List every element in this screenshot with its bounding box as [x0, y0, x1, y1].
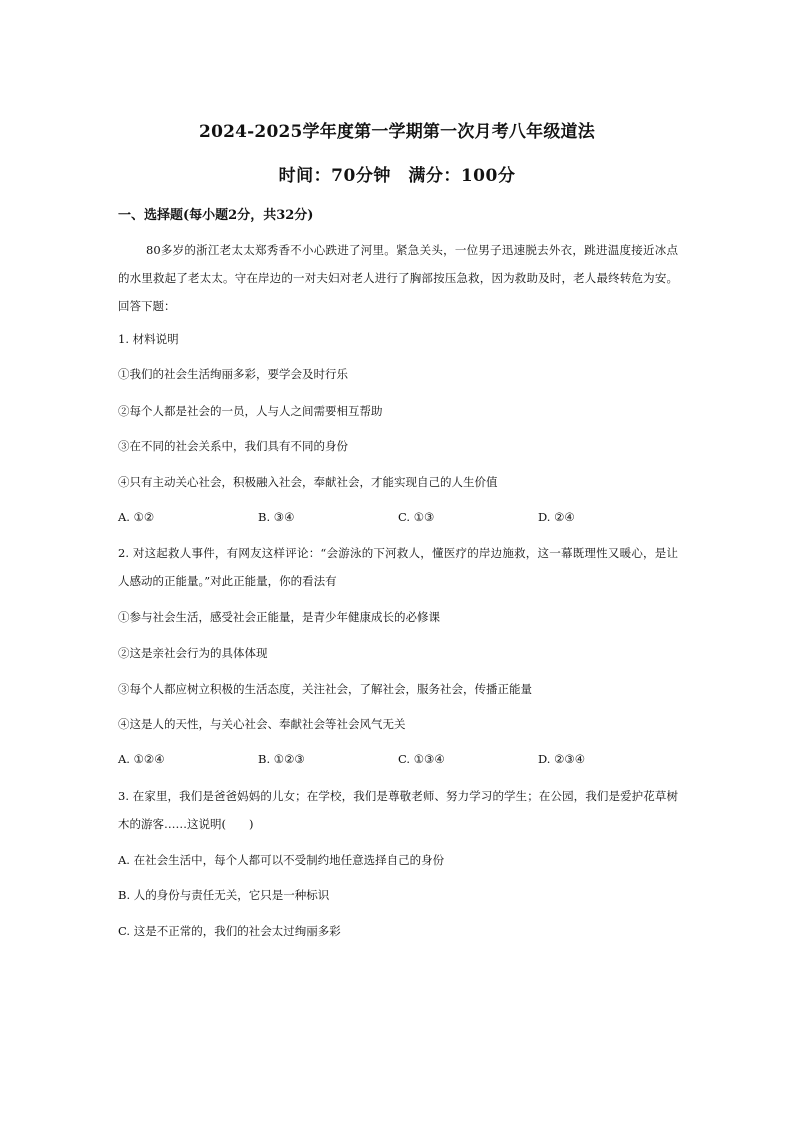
material-paragraph: 80多岁的浙江老太太郑秀香不小心跌进了河里。紧急关头，一位男子迅速脱去外衣，跳进温度接近冰点的水里救起了老太太。守在岸边的一对夫妇对老人进行了胸部按压急救，因为救助及时，老人最终转危为安。回答下题： [118, 243, 678, 313]
question-2-statement-1: ①参与社会生活，感受社会正能量，是青少年健康成长的必修课 [118, 610, 440, 624]
question-1-options [118, 510, 678, 526]
question-1-option-b[interactable]: B. ③④ [258, 510, 295, 524]
question-1-stem: 1. 材料说明 [118, 332, 179, 346]
question-1-option-d[interactable]: D. ②④ [538, 510, 575, 524]
question-1-option-c[interactable]: C. ①③ [398, 510, 435, 524]
question-2-option-b[interactable]: B. ①②③ [258, 752, 305, 766]
question-3-option-b[interactable]: B. 人的身份与责任无关，它只是一种标识 [118, 888, 330, 902]
question-2-statement-4: ④这是人的天性，与关心社会、奉献社会等社会风气无关 [118, 717, 406, 731]
question-1-statement-2: ②每个人都是社会的一员，人与人之间需要相互帮助 [118, 404, 383, 418]
exam-time-score: 时间：70分钟 满分：100分 [278, 166, 516, 186]
question-1-option-a[interactable]: A. ①② [118, 510, 155, 524]
question-1-statement-1: ①我们的社会生活绚丽多彩，要学会及时行乐 [118, 367, 348, 381]
question-2-option-d[interactable]: D. ②③④ [538, 752, 586, 766]
exam-title: 2024-2025学年度第一学期第一次月考八年级道法 [199, 122, 595, 142]
question-1-statement-4: ④只有主动关心社会，积极融入社会，奉献社会，才能实现自己的人生价值 [118, 475, 498, 489]
question-2-statement-2: ②这是亲社会行为的具体体现 [118, 646, 268, 660]
question-2-option-c[interactable]: C. ①③④ [398, 752, 445, 766]
question-1-statement-3: ③在不同的社会关系中，我们具有不同的身份 [118, 439, 348, 453]
question-3-stem: 3. 在家里，我们是爸爸妈妈的儿女；在学校，我们是尊敬老师、努力学习的学生；在公园，我们是爱护花草树木的游客……这说明( ) [118, 789, 678, 831]
section-heading: 一、选择题(每小题2分，共32分) [118, 208, 314, 223]
question-3-option-a[interactable]: A. 在社会生活中，每个人都可以不受制约地任意选择自己的身份 [118, 853, 445, 867]
question-2-stem: 2. 对这起救人事件，有网友这样评论：“会游泳的下河救人，懂医疗的岸边施救，这一幕既理性又暖心，是让人感动的正能量。”对此正能量，你的看法有 [118, 546, 678, 588]
question-2-option-a[interactable]: A. ①②④ [118, 752, 165, 766]
question-3-option-c[interactable]: C. 这是不正常的，我们的社会太过绚丽多彩 [118, 924, 341, 938]
question-2-options [118, 752, 678, 768]
question-2-statement-3: ③每个人都应树立积极的生活态度，关注社会，了解社会，服务社会，传播正能量 [118, 682, 532, 696]
